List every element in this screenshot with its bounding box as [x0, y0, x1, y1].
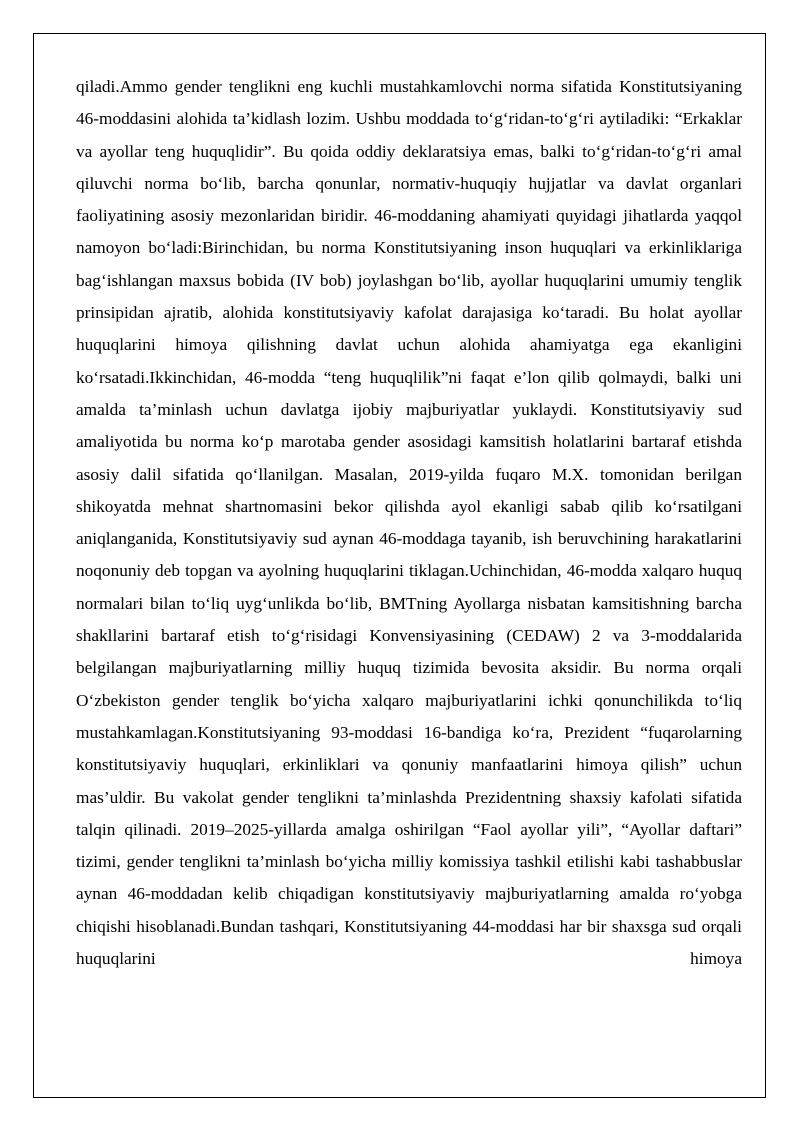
body-paragraph: qiladi.Ammo gender tenglikni eng kuchli mustahkamlovchi norma sifatida Konstitutsiyaning 46-moddasini alohida ta’kidlash lozim. Ushbu moddada to‘g‘ridan-to‘g‘ri aytiladiki: “Erkaklar va ayollar teng huquqlidir”. Bu qoida oddiy deklaratsiya emas, balki to‘g‘ridan-to‘g‘ri amal qiluvchi norma bo‘lib, barcha qonunlar, normativ-huquqiy hujjatlar va davlat organlari faoliyatining asosiy mezonlaridan biridir. 46-moddaning ahamiyati quyidagi jihatlarda yaqqol namoyon bo‘ladi:Birinchidan, bu norma Konstitutsiyaning inson huquqlari va erkinliklariga bag‘ishlangan maxsus bobida (IV bob) joylashgan bo‘lib, ayollar huquqlarini umumiy tenglik prinsipidan ajratib, alohida konstitutsiyaviy kafolat darajasiga ko‘taradi. Bu holat ayollar huquqlarini himoya qilishning davlat uchun alohida ahamiyatga ega ekanligini ko‘rsatadi.Ikkinchidan, 46-modda “teng huquqlilik”ni faqat e’lon qilib qolmaydi, balki uni amalda ta’minlash uchun davlatga ijobiy majburiyatlar yuklaydi. Konstitutsiyaviy sud amaliyotida bu norma ko‘p marotaba gender asosidagi kamsitish holatlarini bartaraf etishda asosiy dalil sifatida qo‘llanilgan. Masalan, 2019-yilda fuqaro M.X. tomonidan berilgan shikoyatda mehnat shartnomasini bekor qilishda ayol ekanligi sabab qilib ko‘rsatilgani aniqlanganida, Konstitutsiyaviy sud aynan 46-moddaga tayanib, ish beruvchining harakatlarini noqonuniy deb topgan va ayolning huquqlarini tiklagan.Uchinchidan, 46-modda xalqaro huquq normalari bilan to‘liq uyg‘unlikda bo‘lib, BMTning Ayollarga nisbatan kamsitishning barcha shakllarini bartaraf etish to‘g‘risidagi Konvensiyasining (CEDAW) 2 va 3-moddalarida belgilangan majburiyatlarning milliy huquq tizimida bevosita aksidir. Bu norma orqali O‘zbekiston gender tenglik bo‘yicha xalqaro majburiyatlarini ichki qonunchilikda to‘liq mustahkamlagan.Konstitutsiyaning 93-moddasi 16-bandiga ko‘ra, Prezident “fuqarolarning konstitutsiyaviy huquqlari, erkinliklari va qonuniy manfaatlarini himoya qilish” uchun mas’uldir. Bu vakolat gender tenglikni ta’minlashda Prezidentning shaxsiy kafolati sifatida talqin qilinadi. 2019–2025-yillarda amalga oshirilgan “Faol ayollar yili”, “Ayollar daftari” tizimi, gender tenglikni ta’minlash bo‘yicha milliy komissiya tashkil etilishi kabi tashabbuslar aynan 46-moddadan kelib chiqadigan konstitutsiyaviy majburiyatlarning amalda ro‘yobga chiqishi hisoblanadi.Bundan tashqari, Konstitutsiyaning 44-moddasi har bir shaxsga sud orqali huquqlarini himoya	[76, 77, 742, 969]
